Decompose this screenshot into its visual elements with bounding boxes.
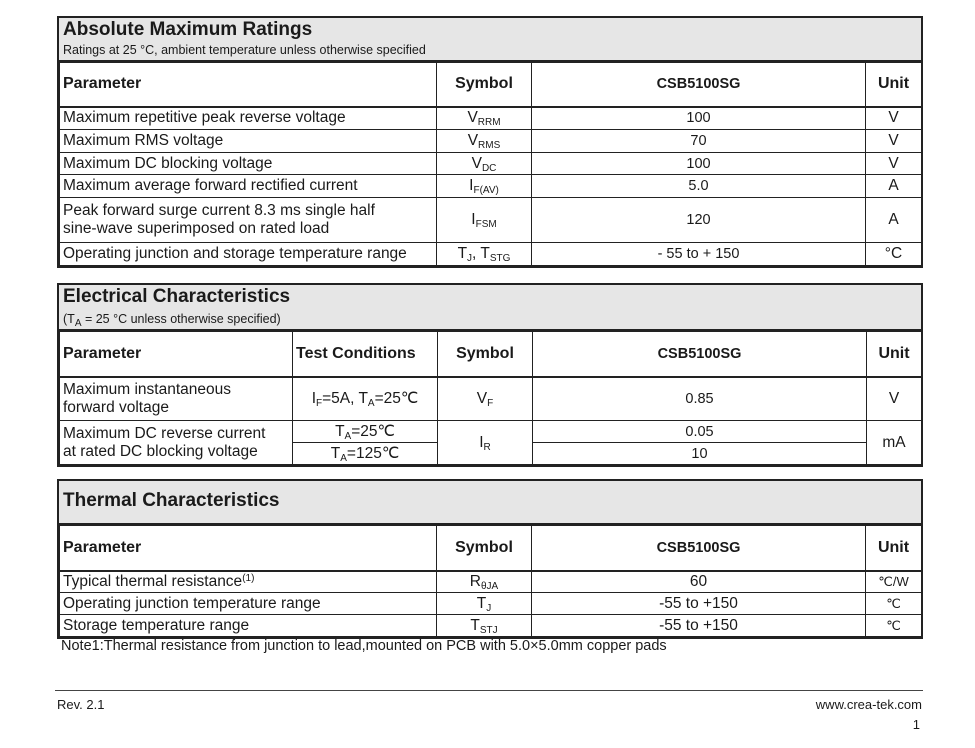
param-cell: Maximum average forward rectified current [60,175,437,198]
value-cell: 0.85 [533,377,867,421]
page-number: 1 [912,717,920,732]
param-cell: Maximum DC blocking voltage [60,153,437,175]
unit-cell: ℃ [866,615,922,637]
symbol-cell: $I_{F(AV)}$ [437,175,532,198]
parameter-header: Parameter [60,526,437,571]
thermal-table [59,525,922,637]
parameter-header: Parameter [60,332,293,377]
electrical-table [59,331,922,465]
table-header-row [60,63,922,107]
unit-header: Unit [867,332,922,377]
param-cell: Storage temperature range [60,615,437,637]
unit-cell: V [867,377,922,421]
value-cell: - 55 to + 150 [532,243,866,266]
condition-cell: $T_A=25℃$ [293,421,438,443]
section-title: Electrical Characteristics [63,286,291,307]
value-cell: 60 [532,571,866,593]
symbol-cell: $V_{RMS}$ [437,130,532,153]
table-row [60,175,922,198]
symbol-cell: $T_J$, $T_{STG}$ [437,243,532,266]
table-row [60,198,922,243]
value-cell: 100 [532,107,866,130]
unit-cell: V [866,107,922,130]
value-cell: -55 to +150 [532,593,866,615]
section-subtitle: ($T_A = 25$ °C unless otherwise specified) [63,312,281,329]
value-cell: -55 to +150 [532,615,866,637]
section-title: Thermal Characteristics [63,490,280,511]
footer-divider [55,690,923,691]
device-header: CSB5100SG [532,63,866,107]
value-cell: 10 [533,443,867,465]
condition-cell: $I_F=5A$, $T_A=25℃$ [293,377,438,421]
ratings-table [59,62,922,266]
unit-cell: mA [867,421,922,465]
absolute-maximum-ratings-section [57,16,923,268]
device-header: CSB5100SG [533,332,867,377]
parameter-header: Parameter [60,63,437,107]
section-header [59,481,921,525]
device-header: CSB5100SG [532,526,866,571]
param-cell: Typical thermal resistance$^{(1)}$ [60,571,437,593]
symbol-cell: $T_{STJ}$ [437,615,532,637]
thermal-footnote: Note1:Thermal resistance from junction to lead,mounted on PCB with 5.0×5.0mm copper pads [61,638,667,654]
condition-cell: $T_A=125℃$ [293,443,438,465]
symbol-cell: $T_J$ [437,593,532,615]
section-header [59,285,921,331]
table-row [60,130,922,153]
param-cell: Maximum DC reverse current at rated DC blocking voltage [60,421,293,465]
thermal-characteristics-section [57,479,923,639]
param-cell: Peak forward surge current 8.3 ms single half sine-wave superimposed on rated load [60,198,437,243]
table-row [60,153,922,175]
symbol-cell: $V_F$ [438,377,533,421]
param-cell: Maximum RMS voltage [60,130,437,153]
value-cell: 0.05 [533,421,867,443]
symbol-cell: $I_R$ [438,421,533,465]
section-header [59,18,921,62]
symbol-header: Symbol [438,332,533,377]
table-row [60,615,922,637]
unit-cell: °C [866,243,922,266]
table-row [60,421,922,443]
symbol-cell: $I_{FSM}$ [437,198,532,243]
table-row [60,571,922,593]
unit-cell: ℃/W [866,571,922,593]
test-conditions-header: Test Conditions [293,332,438,377]
section-title: Absolute Maximum Ratings [63,19,313,40]
table-row [60,593,922,615]
symbol-cell: $V_{DC}$ [437,153,532,175]
electrical-characteristics-section [57,283,923,467]
symbol-cell: $V_{RRM}$ [437,107,532,130]
section-subtitle: Ratings at 25 °C, ambient temperature unless otherwise specified [63,43,426,57]
website-link[interactable]: www.crea-tek.com [815,697,922,712]
unit-cell: V [866,153,922,175]
symbol-cell: $R_{\theta JA}$ [437,571,532,593]
unit-header: Unit [866,63,922,107]
param-cell: Operating junction and storage temperature range [60,243,437,266]
unit-cell: ℃ [866,593,922,615]
symbol-header: Symbol [437,526,532,571]
table-row [60,243,922,266]
unit-cell: V [866,130,922,153]
table-row [60,377,922,421]
param-cell: Maximum repetitive peak reverse voltage [60,107,437,130]
revision-label: Rev. 2.1 [57,697,105,712]
value-cell: 100 [532,153,866,175]
value-cell: 120 [532,198,866,243]
table-row [60,107,922,130]
value-cell: 70 [532,130,866,153]
table-header-row [60,526,922,571]
value-cell: 5.0 [532,175,866,198]
unit-header: Unit [866,526,922,571]
unit-cell: A [866,198,922,243]
param-cell: Operating junction temperature range [60,593,437,615]
param-cell: Maximum instantaneous forward voltage [60,377,293,421]
symbol-header: Symbol [437,63,532,107]
unit-cell: A [866,175,922,198]
table-header-row [60,332,922,377]
